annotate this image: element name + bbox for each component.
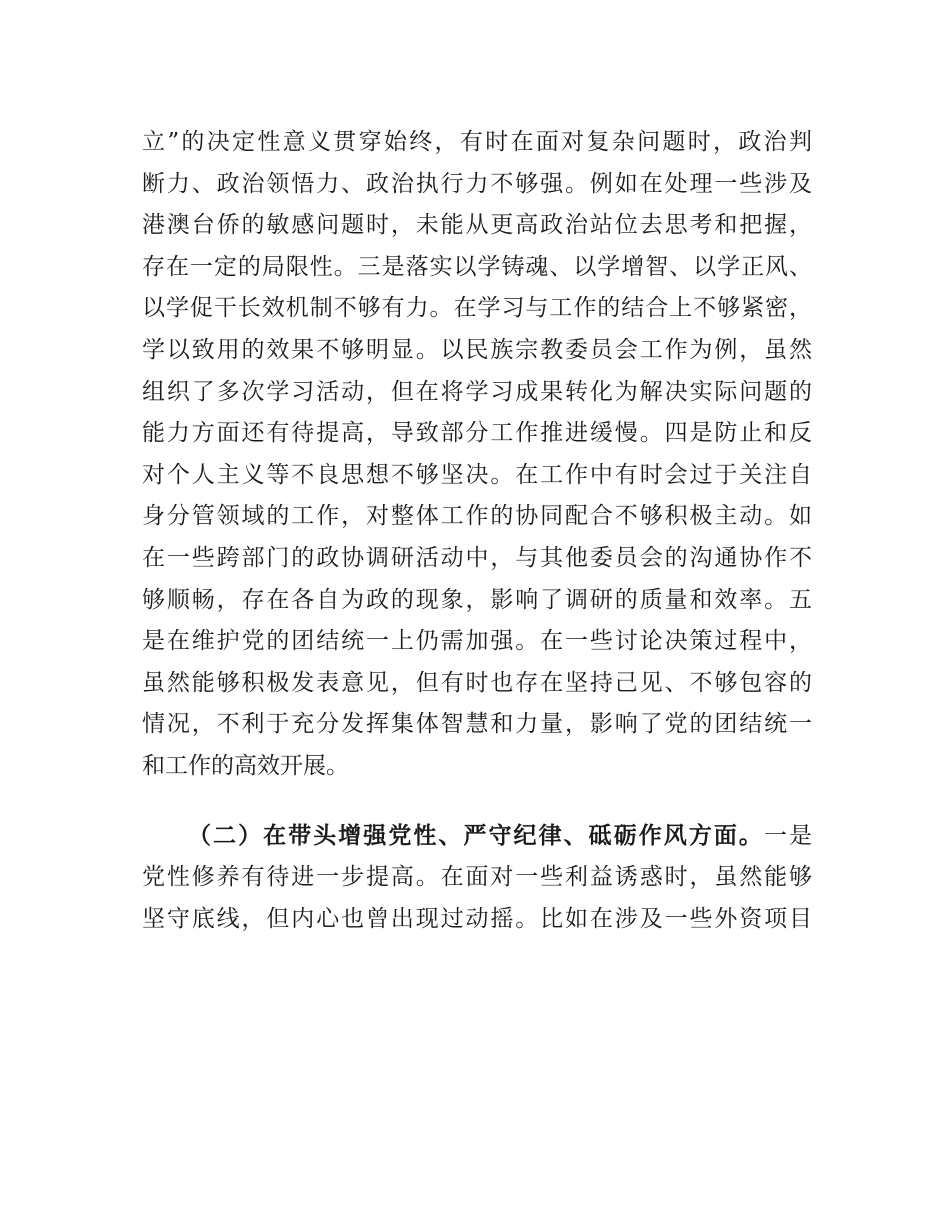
text-line: 对个人主义等不良思想不够坚决。在工作中有时会过于关注自 (142, 461, 812, 488)
text-line: 和工作的高效开展。 (142, 752, 349, 779)
text-line: 在一些跨部门的政协调研活动中，与其他委员会的沟通协作不 (142, 544, 812, 571)
text-line: 情况，不利于充分发挥集体智慧和力量，影响了党的团结统一 (142, 711, 812, 738)
text-line: 够顺畅，存在各自为政的现象，影响了调研的质量和效率。五 (142, 586, 812, 613)
text-line: 是在维护党的团结统一上仍需加强。在一些讨论决策过程中， (142, 628, 812, 655)
section-heading: （二）在带头增强党性、严守纪律、砥砺作风方面。 (188, 822, 764, 849)
text-line: 虽然能够积极发表意见，但有时也存在坚持己见、不够包容的 (142, 669, 812, 696)
text-line: 存在一定的局限性。三是落实以学铸魂、以学增智、以学正风、 (142, 253, 812, 280)
text-line: 以学促干长效机制不够有力。在学习与工作的结合上不够紧密， (142, 295, 812, 322)
text-line: 立”的决定性意义贯穿始终，有时在面对复杂问题时，政治判 (142, 129, 812, 155)
paragraph-2 (142, 816, 812, 941)
section-heading-line (142, 816, 812, 858)
text-line: 港澳台侨的敏感问题时，未能从更高政治站位去思考和把握， (142, 212, 812, 239)
paragraph-1 (142, 122, 812, 788)
document-body (142, 122, 812, 940)
text-line: 党性修养有待进一步提高。在面对一些利益诱惑时，虽然能够 (142, 864, 812, 891)
paragraph-spacer (142, 788, 812, 816)
text-line: 组织了多次学习活动，但在将学习成果转化为解决实际问题的 (142, 378, 812, 405)
text-line: 身分管领域的工作，对整体工作的协同配合不够积极主动。如 (142, 503, 812, 530)
text-line: 坚守底线，但内心也曾出现过动摇。比如在涉及一些外资项目 (142, 905, 812, 932)
heading-line-rest: 一是 (763, 822, 813, 849)
text-line: 学以致用的效果不够明显。以民族宗教委员会工作为例，虽然 (142, 336, 812, 363)
text-line: 能力方面还有待提高，导致部分工作推进缓慢。四是防止和反 (142, 420, 812, 447)
text-line: 断力、政治领悟力、政治执行力不够强。例如在处理一些涉及 (142, 170, 812, 197)
